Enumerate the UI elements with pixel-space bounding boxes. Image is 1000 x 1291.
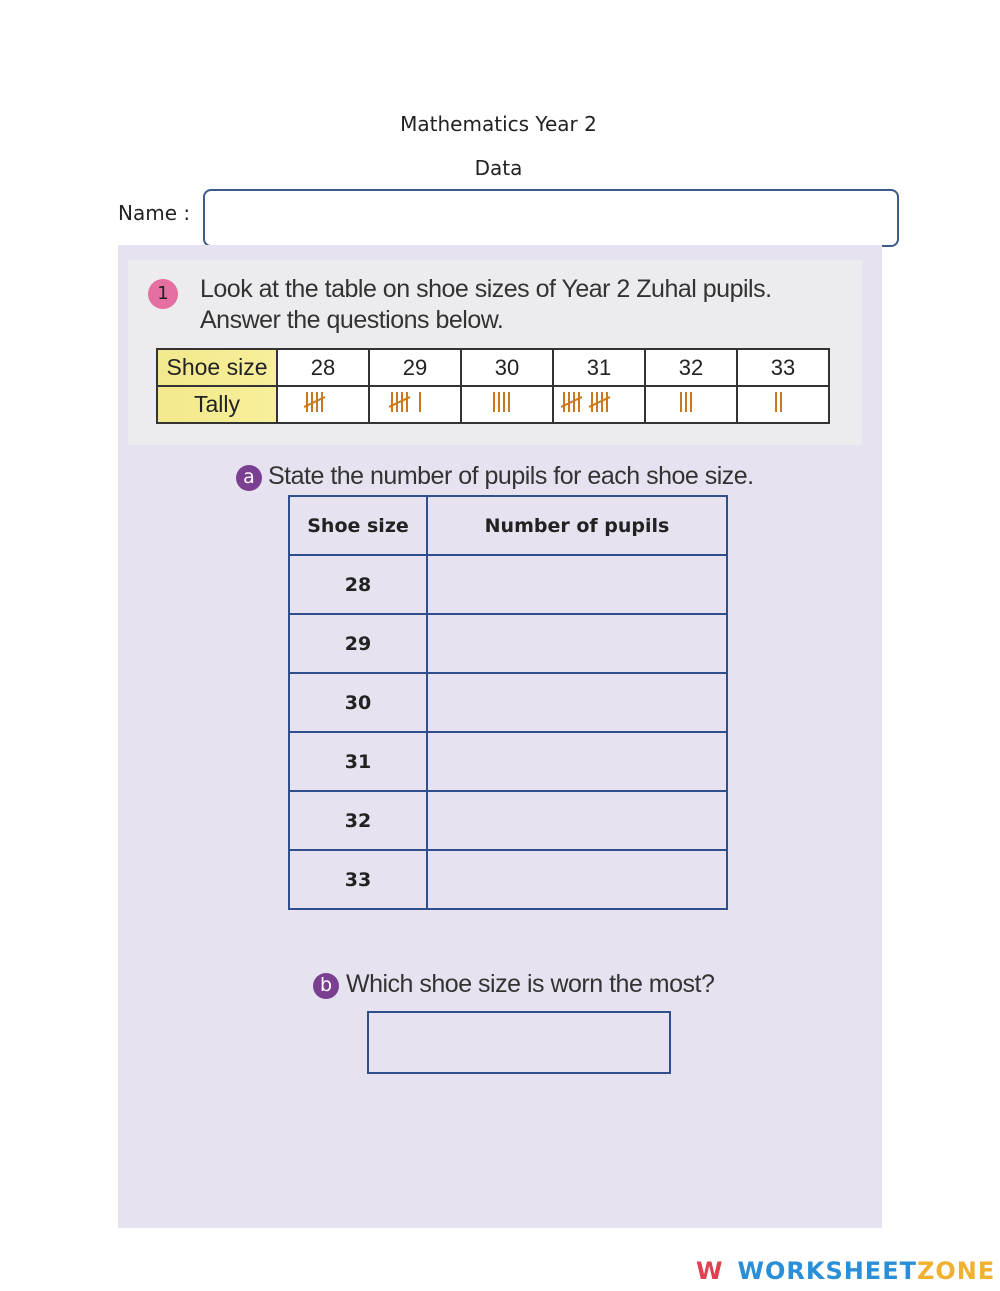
shoe-size-value: 28 xyxy=(289,555,427,614)
number-of-pupils-input[interactable] xyxy=(427,791,727,850)
tally-marks-icon xyxy=(561,389,637,415)
table-row xyxy=(289,614,727,673)
table-row xyxy=(289,791,727,850)
part-b-badge: b xyxy=(313,973,339,999)
worksheet-title: Mathematics Year 2 xyxy=(400,112,597,136)
name-input[interactable] xyxy=(203,189,899,247)
question-text-line2: Answer the questions below. xyxy=(200,306,504,334)
logo-text-zone: ZONE xyxy=(916,1257,996,1285)
worksheet-subtitle: Data xyxy=(474,156,523,180)
number-of-pupils-input[interactable] xyxy=(427,850,727,909)
tally-table xyxy=(156,348,830,424)
shoe-size-value: 30 xyxy=(289,673,427,732)
shoe-size-header: Shoe size xyxy=(157,349,277,386)
tally-header: Tally xyxy=(157,386,277,423)
shoe-size-cell: 30 xyxy=(461,349,553,386)
tally-marks-icon xyxy=(491,389,523,415)
number-of-pupils-input[interactable] xyxy=(427,673,727,732)
tally-cell xyxy=(461,386,553,423)
number-of-pupils-input[interactable] xyxy=(427,555,727,614)
shoe-size-cell: 28 xyxy=(277,349,369,386)
part-a-question: State the number of pupils for each shoe size. xyxy=(268,462,754,490)
answer-table xyxy=(288,495,728,910)
table-row xyxy=(289,732,727,791)
tally-cell xyxy=(645,386,737,423)
tally-cell xyxy=(277,386,369,423)
tally-cell xyxy=(737,386,829,423)
part-b-question: Which shoe size is worn the most? xyxy=(346,970,715,998)
worksheetzone-logo xyxy=(696,1257,995,1285)
shoe-size-value: 32 xyxy=(289,791,427,850)
shoe-size-value: 33 xyxy=(289,850,427,909)
question-number-badge: 1 xyxy=(148,279,178,309)
shoe-size-cell: 31 xyxy=(553,349,645,386)
logo-text-worksheet: WORKSHEET xyxy=(737,1257,917,1285)
tally-marks-icon xyxy=(304,389,342,415)
tally-marks-icon xyxy=(773,389,793,415)
name-label: Name : xyxy=(118,201,191,225)
logo-w-icon: W xyxy=(696,1257,724,1285)
question-text-line1: Look at the table on shoe sizes of Year 2 Zuhal pupils. xyxy=(200,275,772,303)
number-of-pupils-input[interactable] xyxy=(427,614,727,673)
col-header-number-of-pupils: Number of pupils xyxy=(427,496,727,555)
tally-marks-icon xyxy=(389,389,441,415)
shoe-size-value: 31 xyxy=(289,732,427,791)
shoe-size-cell: 32 xyxy=(645,349,737,386)
shoe-size-cell: 29 xyxy=(369,349,461,386)
shoe-size-value: 29 xyxy=(289,614,427,673)
tally-cell xyxy=(369,386,461,423)
part-a-badge: a xyxy=(236,465,262,491)
shoe-size-cell: 33 xyxy=(737,349,829,386)
table-row xyxy=(289,850,727,909)
table-row xyxy=(289,673,727,732)
table-row xyxy=(289,555,727,614)
tally-marks-icon xyxy=(678,389,704,415)
part-b-answer-input[interactable] xyxy=(367,1011,671,1074)
col-header-shoe-size: Shoe size xyxy=(289,496,427,555)
tally-cell xyxy=(553,386,645,423)
number-of-pupils-input[interactable] xyxy=(427,732,727,791)
